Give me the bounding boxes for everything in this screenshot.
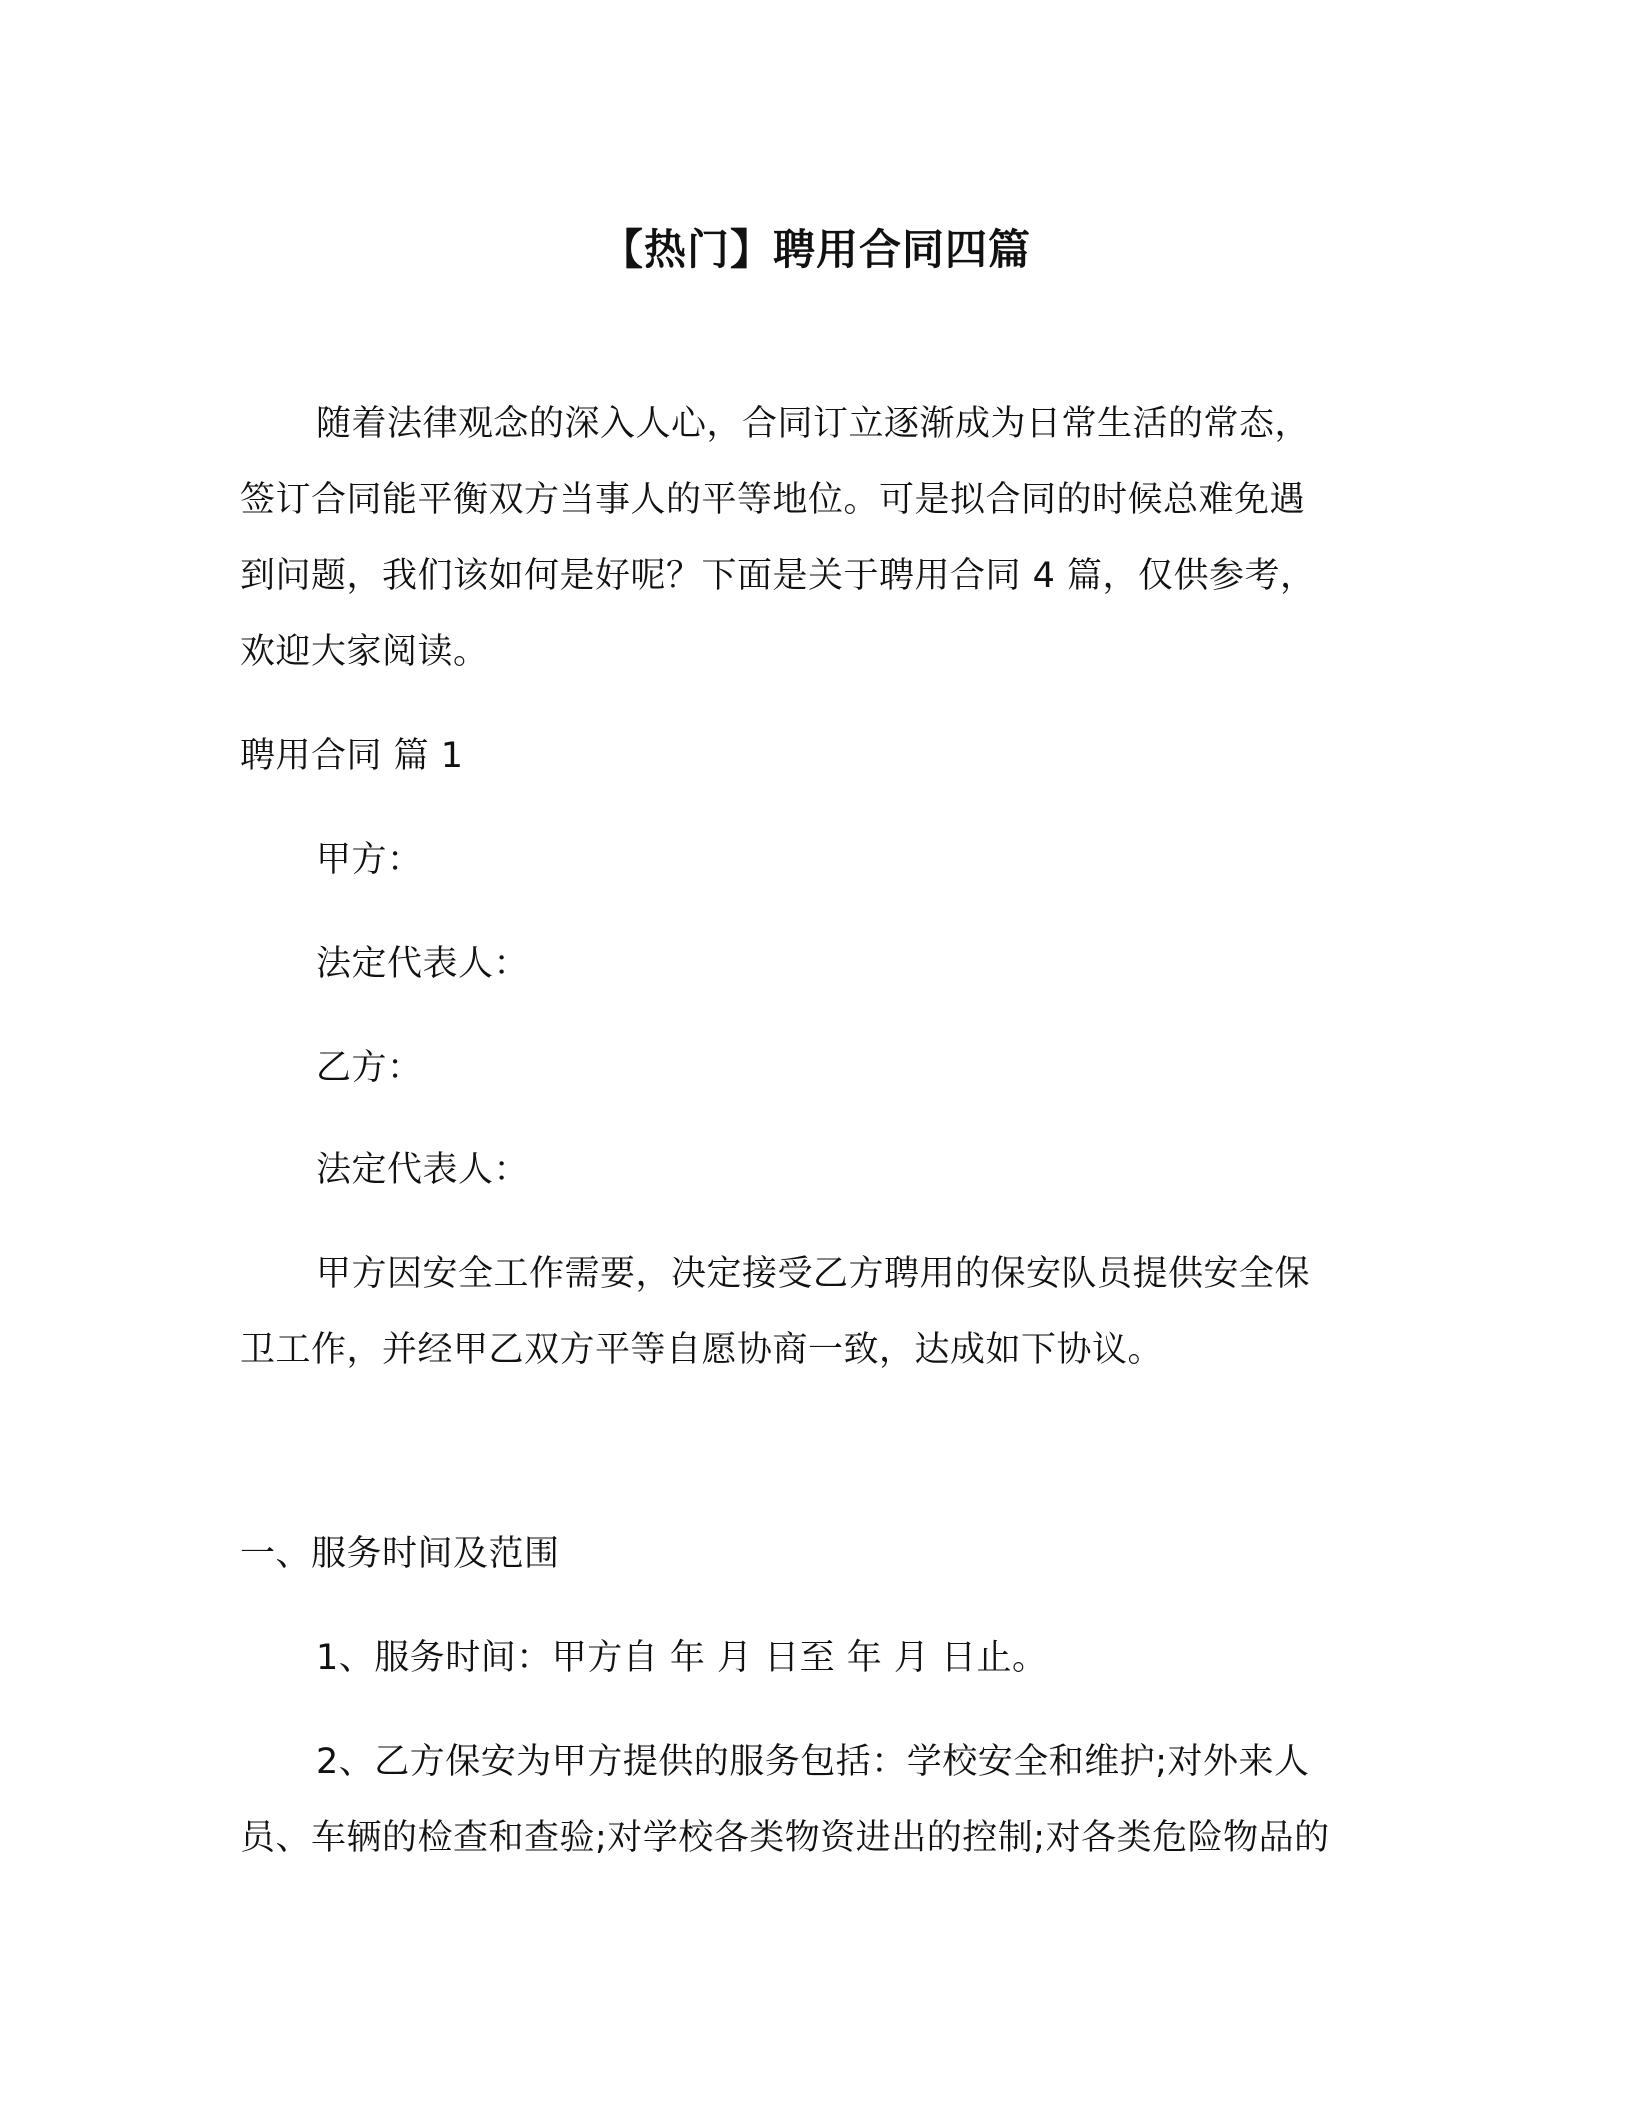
legal-rep-b-label: 法定代表人： <box>316 1150 530 1190</box>
section-heading: 聘用合同 篇 1 <box>240 736 464 776</box>
clause-1-item-1: 1、服务时间：甲方自 年 月 日至 年 月 日止。 <box>316 1638 1048 1678</box>
intro-line-1: 随着法律观念的深入人心，合同订立逐渐成为日常生活的常态， <box>316 404 1311 444</box>
party-b-label: 乙方： <box>316 1048 423 1088</box>
document-title: 【热门】聘用合同四篇 <box>600 225 1031 274</box>
intro-line-3: 到问题，我们该如何是好呢？下面是关于聘用合同 4 篇，仅供参考， <box>240 556 1316 596</box>
party-a-label: 甲方： <box>316 840 423 880</box>
clause-1-heading: 一、服务时间及范围 <box>240 1534 560 1574</box>
intro-line-4: 欢迎大家阅读。 <box>240 632 489 672</box>
agreement-line-2: 卫工作，并经甲乙双方平等自愿协商一致，达成如下协议。 <box>240 1330 1164 1370</box>
clause-1-item-2-line-2: 员、车辆的检查和查验;对学校各类物资进出的控制;对各类危险物品的 <box>240 1818 1330 1858</box>
clause-1-item-2-line-1: 2、乙方保安为甲方提供的服务包括：学校安全和维护;对外来人 <box>316 1742 1310 1782</box>
legal-rep-a-label: 法定代表人： <box>316 944 530 984</box>
agreement-line-1: 甲方因安全工作需要，决定接受乙方聘用的保安队员提供安全保 <box>316 1254 1311 1294</box>
intro-line-2: 签订合同能平衡双方当事人的平等地位。可是拟合同的时候总难免遇 <box>240 480 1306 520</box>
